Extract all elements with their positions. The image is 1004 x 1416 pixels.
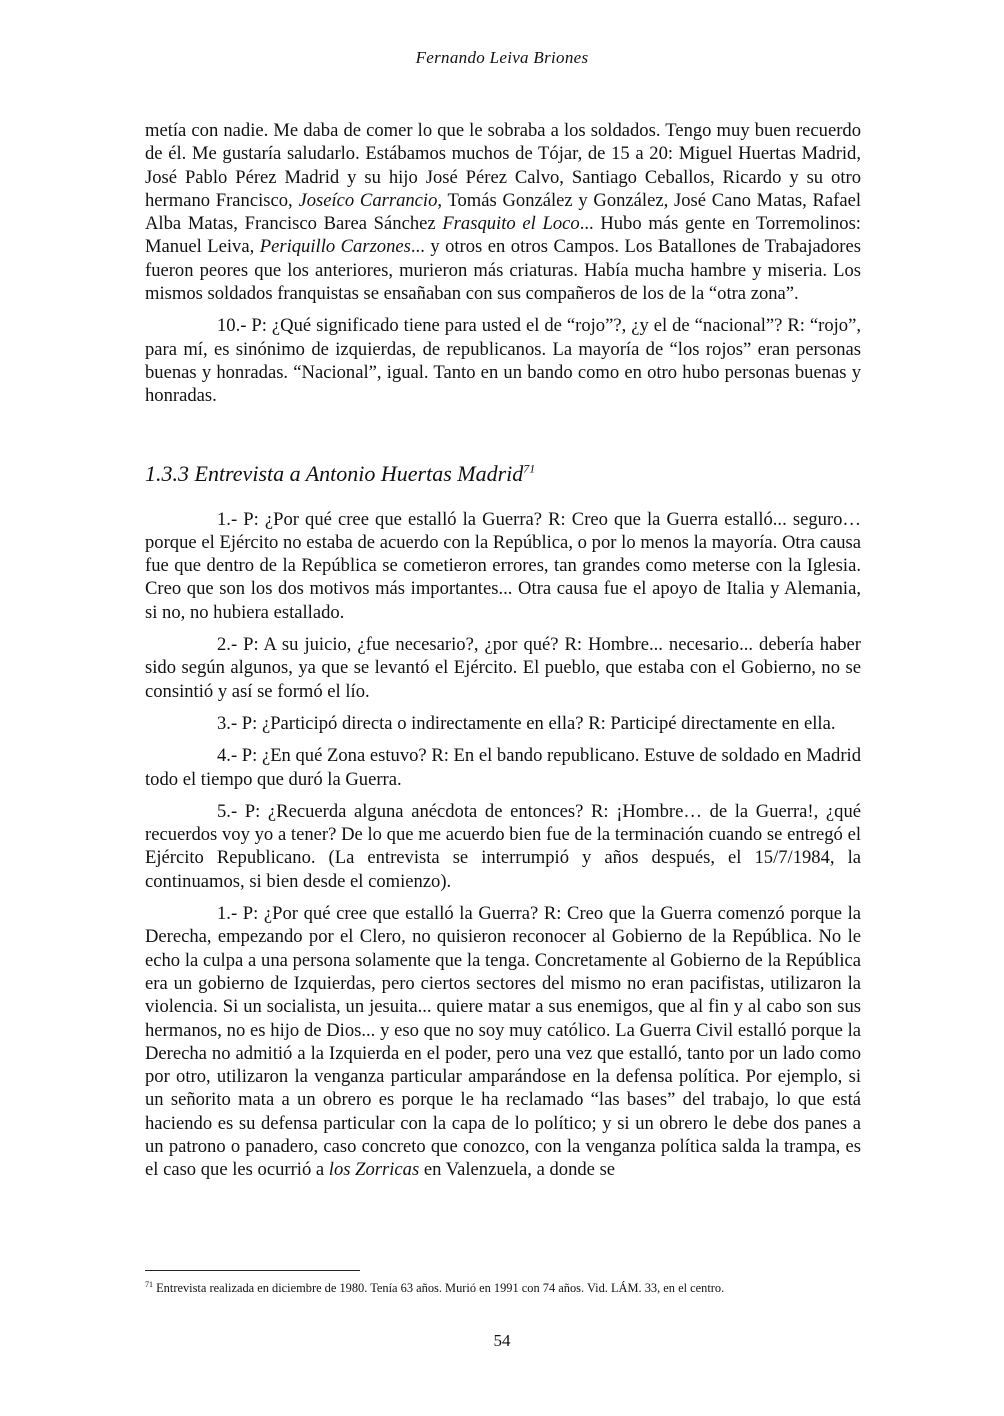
body-text: [145, 119, 861, 1191]
answer-1-second: 1.- P: ¿Por qué cree que estalló la Guerra? R: Creo que la Guerra comenzó porque la Derecha, empezando por el Clero, no quisieron reconocer al Gobierno de la República. No le echo la culpa a una persona solamente que la tenga. Concretamente al Gobierno de la República era un gobierno de Izquierdas, pero ciertos sectores del mismo no eran pacifistas, utilizaron la violencia. Si un socialista, un jesuita... quiere matar a sus enemigos, que al fin y al cabo son sus hermanos, no es hijo de Dios... y eso que no soy muy católico. La Guerra Civil estalló porque la Derecha no admitió a la Izquierda en el poder, pero una vez que estalló, tanto por un lado como por otro, utilizaron la venganza particular amparándose en la defensa política. Por ejemplo, si un señorito mata a un obrero es porque le ha reclamado “las bases” del trabajo, lo que está haciendo es su defensa particular con la capa de lo político; y si un obrero le debe dos panes a un patrono o panadero, caso concreto que conozco, con la venganza política salda la trampa, es el caso que les ocurrió a los Zorricas en Valenzuela, a donde se: [145, 903, 861, 1181]
answer-4: 4.- P: ¿En qué Zona estuvo? R: En el bando republicano. Estuve de soldado en Madrid todo el tiempo que duró la Guerra.: [145, 745, 861, 790]
footnote-rule: [145, 1270, 360, 1271]
running-header: Fernando Leiva Briones: [415, 48, 589, 67]
answer-3: 3.- P: ¿Participó directa o indirectamente en ella? R: Participé directamente en ella.: [217, 712, 836, 734]
answer-10: 10.- P: ¿Qué significado tiene para usted el de “rojo”?, ¿y el de “nacional”? R: “rojo”, para mí, es sinónimo de izquierdas, de republicanos. La mayoría de “los rojos” eran personas buenas y honradas. “Nacional”, igual. Tanto en un bando como en otro hubo personas buenas y honradas.: [145, 315, 861, 407]
footnote-ref: 71: [523, 461, 536, 476]
answer-2: 2.- P: A su juicio, ¿fue necesario?, ¿por qué? R: Hombre... necesario... debería haber sido según algunos, ya que se levantó el Ejército. El pueblo, que estaba con el Gobierno, no se consintió y así se formó el lío.: [145, 634, 861, 702]
page-number: 54: [493, 1331, 511, 1350]
section-heading: 1.3.3 Entrevista a Antonio Huertas Madrid$^{71}$: [145, 460, 536, 486]
answer-5: 5.- P: ¿Recuerda alguna anécdota de entonces? R: ¡Hombre… de la Guerra!, ¿qué recuerdos voy yo a tener? De lo que me acuerdo bien fue de la terminación cuando se entregó el Ejército Republicano. (La entrevista se interrumpió y años después, el 15/7/1984, la continuamos, si bien desde el comienzo).: [145, 800, 861, 892]
paragraph-continuation: metía con nadie. Me daba de comer lo que le sobraba a los soldados. Tengo muy buen recuerdo de él. Me gustaría saludarlo. Estábamos muchos de Tójar, de 15 a 20: Miguel Huertas Madrid, José Pablo Pérez Madrid y su hijo José Pérez Calvo, Santiago Ceballos, Ricardo y su otro hermano Francisco, Joseíco Carrancio, Tomás González y González, José Cano Matas, Rafael Alba Matas, Francisco Barea Sánchez Frasquito el Loco... Hubo más gente en Torremolinos: Manuel Leiva, Periquillo Carzones... y otros en otros Campos. Los Batallones de Trabajadores fueron peores que los anteriores, murieron más criaturas. Había mucha hambre y miseria. Los mismos soldados franquistas se ensañaban con sus compañeros de los de la “otra zona”.: [145, 120, 862, 305]
footnote: $^{71}$ Entrevista realizada en diciembre de 1980. Tenía 63 años. Murió en 1991 con 74 años. Vid. LÁM. 33, en el centro.: [145, 1279, 725, 1295]
answer-1: 1.- P: ¿Por qué cree que estalló la Guerra? R: Creo que la Guerra estalló... seguro… porque el Ejército no estaba de acuerdo con la República, o por lo menos la mayoría. Otra causa fue que dentro de la República se cometieron errores, tan grandes como meterse con la Iglesia. Creo que son los dos motivos más importantes... Otra causa fue el apoyo de Italia y Alemania, si no, no hubiera estallado.: [145, 508, 861, 623]
